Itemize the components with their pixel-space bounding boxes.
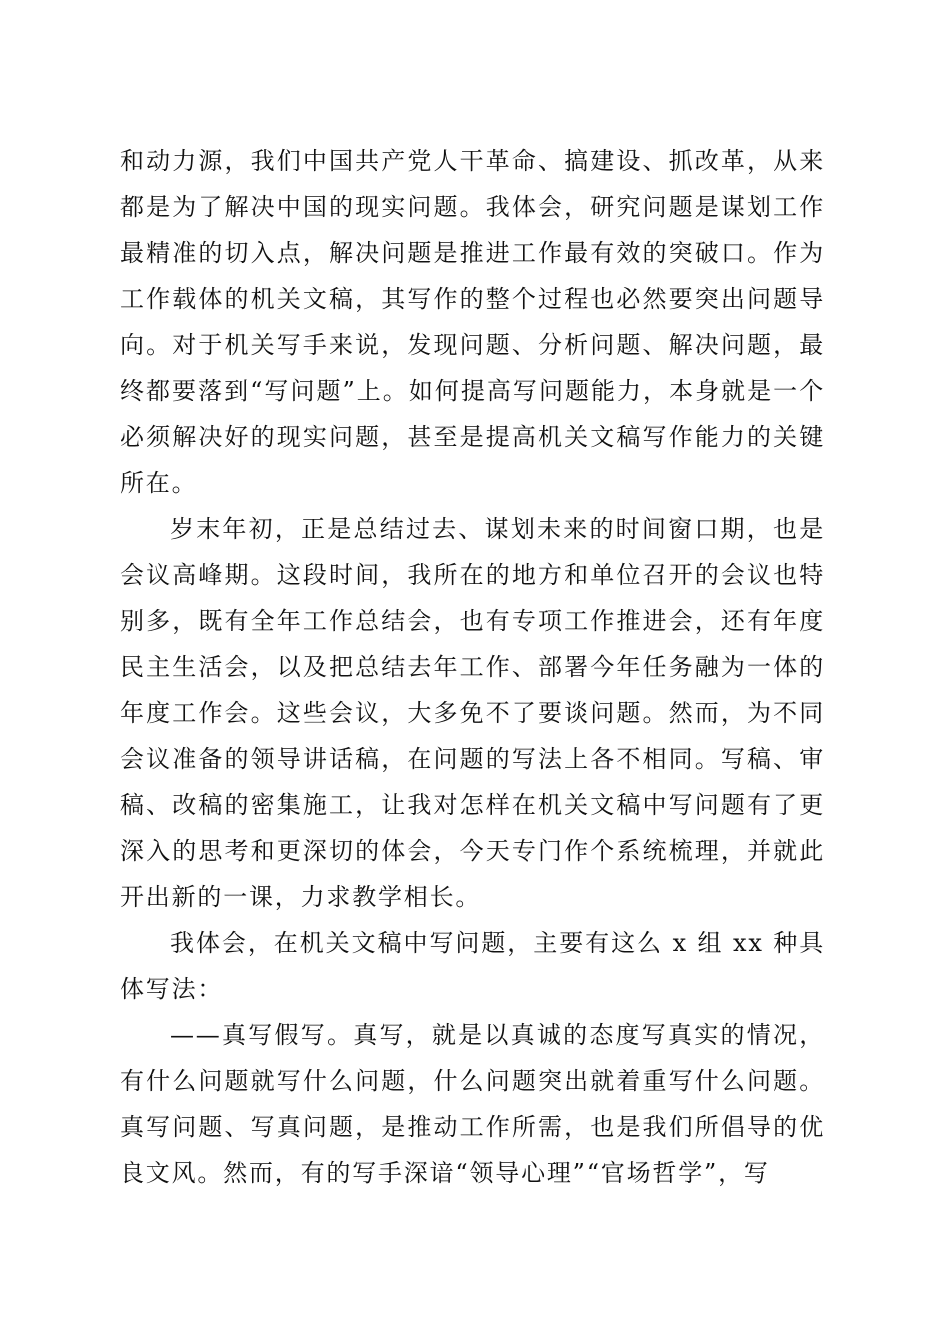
- document-body: [120, 138, 825, 1196]
- paragraph-2: 岁末年初，正是总结过去、谋划未来的时间窗口期，也是会议高峰期。这段时间，我所在的地方和单位召开的会议也特别多，既有全年工作总结会，也有专项工作推进会，还有年度民主生活会，以及把总结去年工作、部署今年任务融为一体的年度工作会。这些会议，大多免不了要谈问题。然而，为不同会议准备的领导讲话稿，在问题的写法上各不相同。写稿、审稿、改稿的密集施工，让我对怎样在机关文稿中写问题有了更深入的思考和更深切的体会，今天专门作个系统梳理，并就此开出新的一课，力求教学相长。: [120, 515, 825, 911]
- paragraph-1: 和动力源，我们中国共产党人干革命、搞建设、抓改革，从来都是为了解决中国的现实问题。我体会，研究问题是谋划工作最精准的切入点，解决问题是推进工作最有效的突破口。作为工作载体的机关文稿，其写作的整个过程也必然要突出问题导向。对于机关写手来说，发现问题、分析问题、解决问题，最终都要落到“写问题”上。如何提高写问题能力，本身就是一个必须解决好的现实问题，甚至是提高机关文稿写作能力的关键所在。: [120, 147, 825, 497]
- paragraph-3: 我体会，在机关文稿中写问题，主要有这么 x 组 xx 种具体写法：: [120, 929, 825, 1003]
- paragraph-4: ——真写假写。真写，就是以真诚的态度写真实的情况，有什么问题就写什么问题，什么问题突出就着重写什么问题。真写问题、写真问题，是推动工作所需，也是我们所倡导的优良文风。然而，有的写手深谙“领导心理”“官场哲学”，写: [120, 1021, 825, 1187]
